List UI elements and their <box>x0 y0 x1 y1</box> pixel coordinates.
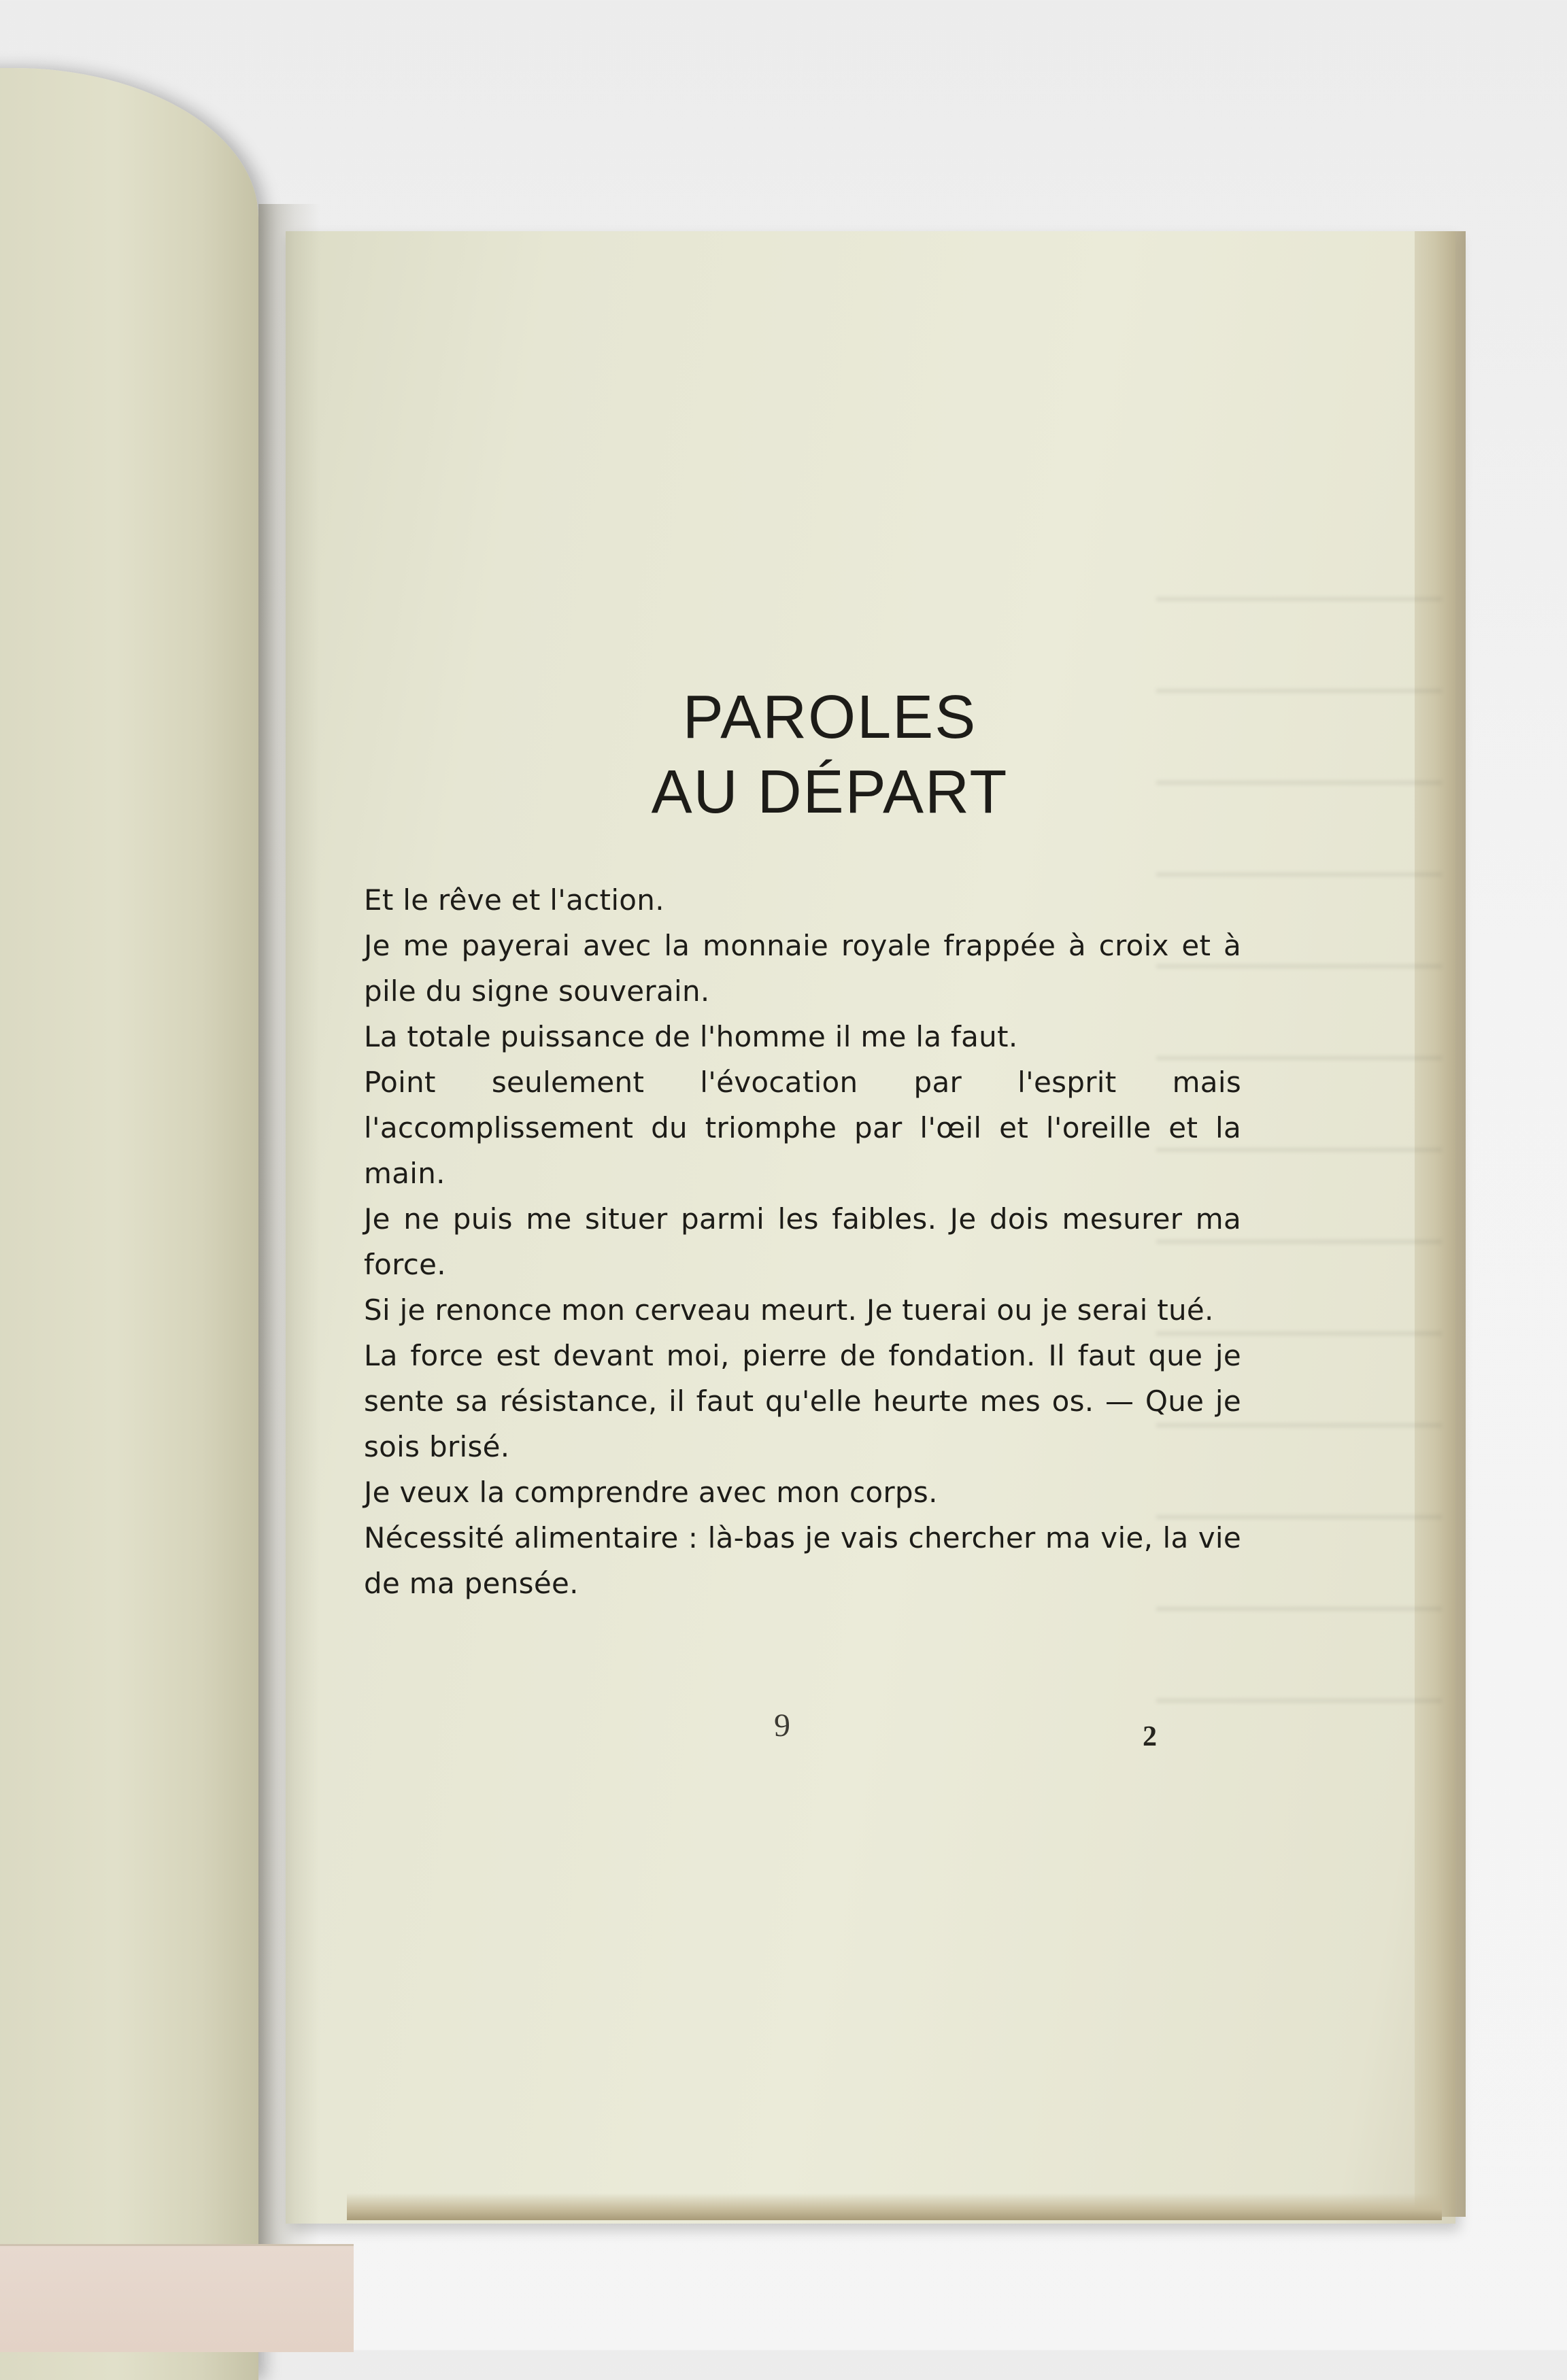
title-line-2: AU DÉPART <box>651 758 1009 826</box>
paragraph: Si je renonce mon cerveau meurt. Je tuerai ou je serai tué. <box>364 1293 1214 1327</box>
signature-mark: 2 <box>1143 1721 1157 1752</box>
paragraph: La totale puissance de l'homme il me la faut. <box>364 1020 1018 1053</box>
paragraph: Je ne puis me situer parmi les faibles. Je dois mesurer ma force. <box>364 1202 1241 1281</box>
paragraph: Je me payerai avec la monnaie royale frappée à croix et à pile du signe souverain. <box>364 929 1241 1008</box>
paragraph: Je veux la comprendre avec mon corps. <box>364 1476 938 1509</box>
paragraph: Point seulement l'évocation par l'esprit mais l'accomplissement du triomphe par l'œil et l'oreille et la main. <box>364 1066 1241 1190</box>
title-line-1: PAROLES <box>682 683 977 751</box>
left-page-curl <box>0 68 258 2380</box>
page-title <box>364 680 1241 830</box>
page-number: 9 <box>774 1707 790 1744</box>
page-bottom-edge <box>347 2193 1442 2220</box>
paragraph: Nécessité alimentaire : là-bas je vais chercher ma vie, la vie de ma pensée. <box>364 1521 1241 1600</box>
paragraph: La force est devant moi, pierre de fondation. Il faut que je sente sa résistance, il faut qu'elle heurte mes os. — Que je sois brisé. <box>364 1339 1241 1463</box>
paragraph: Et le rêve et l'action. <box>364 883 664 917</box>
left-page-lower-edge <box>0 2244 354 2352</box>
page-text <box>364 680 1241 1606</box>
gutter-shadow <box>258 204 320 2312</box>
